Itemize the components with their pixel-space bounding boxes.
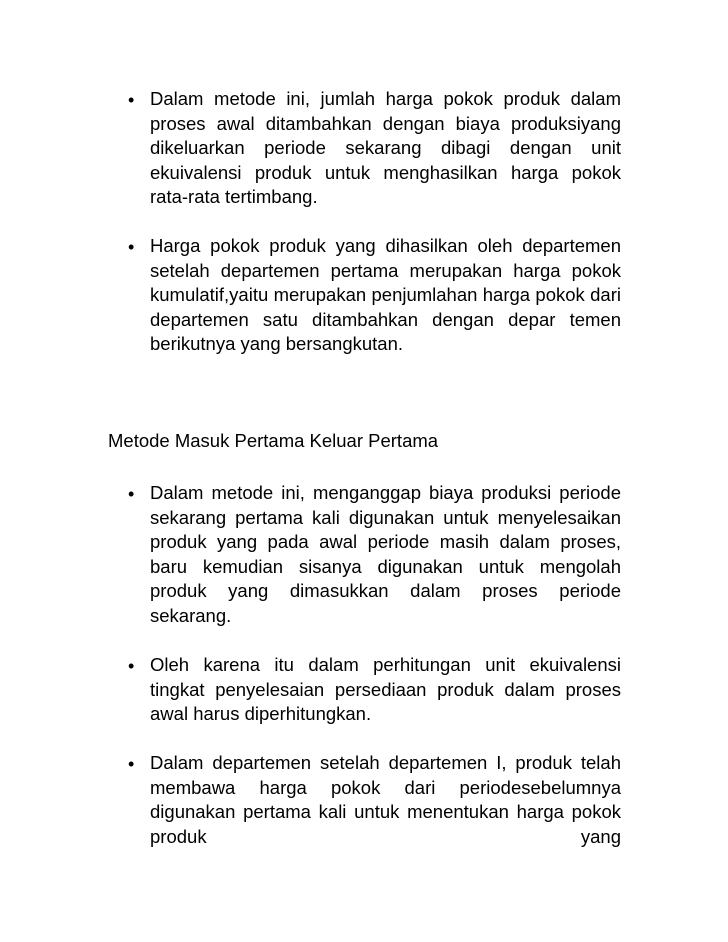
bullet-text: Oleh karena itu dalam perhitungan unit ekuivalensi tingkat penyelesaian persediaan produk dalam proses awal harus diperhitungkan. xyxy=(150,654,621,724)
bullet-icon: • xyxy=(128,754,135,774)
bullet-text: Harga pokok produk yang dihasilkan oleh departemen setelah departemen pertama merupakan harga pokok kumulatif,yaitu merupakan penjumlahan harga pokok dari departemen satu ditambahkan dengan depar temen berikutnya yang bersangkutan. xyxy=(150,235,621,354)
bullet-icon: • xyxy=(128,237,135,257)
bullet-text: Dalam departemen setelah departemen I, produk telah membawa harga pokok dari periodesebelumnya digunakan pertama kali untuk menentukan harga pokok produk yang xyxy=(150,752,621,847)
bullet-icon: • xyxy=(128,90,135,110)
bullet-icon: • xyxy=(128,656,135,676)
bullet-icon: • xyxy=(128,484,135,504)
bullet-text: Dalam metode ini, jumlah harga pokok produk dalam proses awal ditambahkan dengan biaya produksiyang dikeluarkan periode sekarang dibagi dengan unit ekuivalensi produk untuk menghasilkan harga pokok rata-rata tertimbang. xyxy=(150,88,621,207)
section-heading: Metode Masuk Pertama Keluar Pertama xyxy=(108,430,439,451)
bullet-text: Dalam metode ini, menganggap biaya produksi periode sekarang pertama kali digunakan untuk menyelesaikan produk yang pada awal periode masih dalam proses, baru kemudian sisanya digunakan untuk mengolah produk yang dimasukkan dalam proses periode sekarang. xyxy=(150,482,621,626)
